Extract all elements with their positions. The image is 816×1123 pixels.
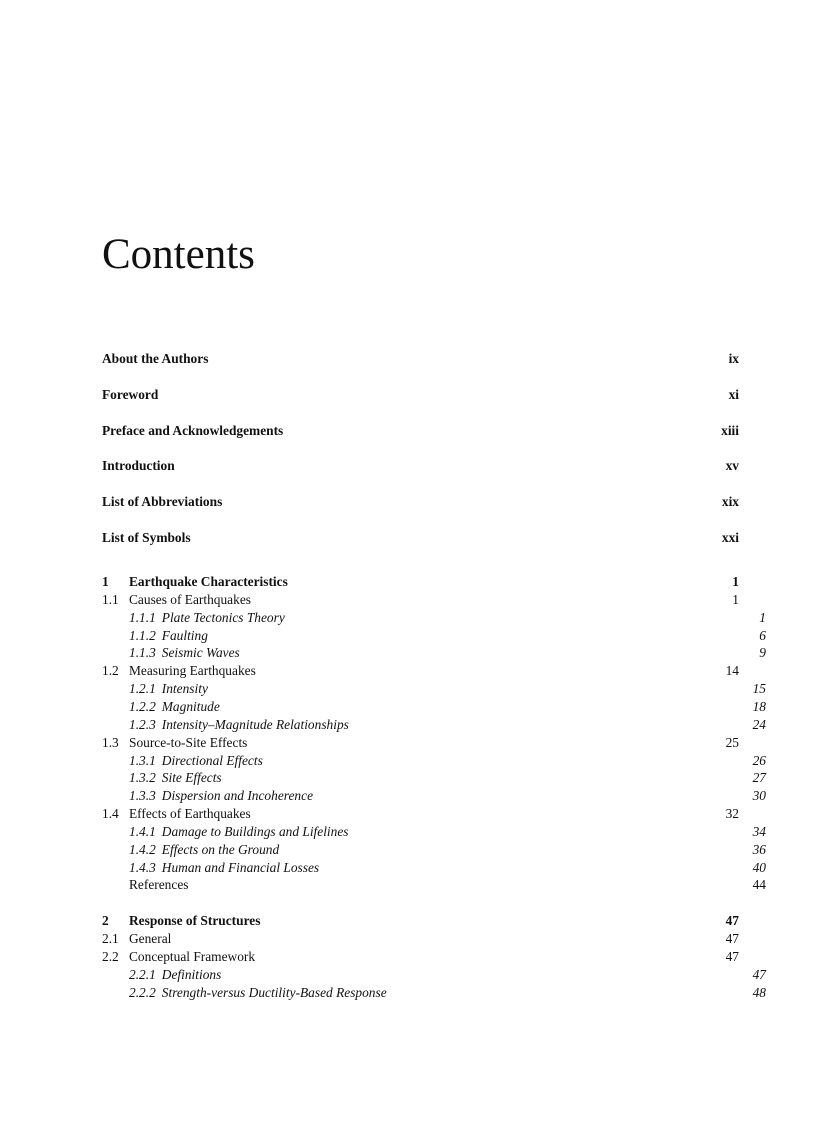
section-number: 1.4 — [102, 806, 119, 822]
toc-entry-page: 47 — [752, 966, 766, 982]
section-number: 1.4.3 — [129, 859, 156, 875]
chapter-title: Response of Structures — [129, 913, 261, 929]
toc-entry-subsection[interactable] — [102, 823, 766, 841]
toc-entry-label: List of Symbols — [102, 530, 191, 545]
section-title: Plate Tectonics Theory — [161, 609, 285, 625]
toc-entry-front-matter[interactable] — [102, 457, 739, 475]
toc-entry-subsection[interactable] — [102, 752, 766, 770]
toc-entry-subsection[interactable] — [102, 609, 766, 627]
toc-entry-front-matter[interactable] — [102, 350, 739, 368]
section-title: Magnitude — [161, 698, 220, 714]
section-title: Effects on the Ground — [161, 841, 280, 857]
toc-entry-page: 36 — [752, 841, 766, 857]
toc-entry-subsection[interactable] — [102, 698, 766, 716]
toc-entry-subsection[interactable] — [102, 627, 766, 645]
toc-entry-page: 30 — [752, 788, 766, 804]
toc-entry-page: 1 — [732, 574, 739, 589]
toc-entry-front-matter[interactable] — [102, 422, 739, 440]
toc-entry-page: xi — [728, 386, 739, 402]
toc-entry-page: 1 — [732, 591, 739, 607]
toc-entry-page: 18 — [752, 698, 766, 714]
toc-entry-page: 47 — [725, 913, 739, 929]
section-title: Effects of Earthquakes — [129, 806, 251, 822]
toc-entry-chapter[interactable] — [102, 573, 739, 591]
section-title: Seismic Waves — [161, 645, 240, 661]
toc-entry-page: ix — [728, 351, 739, 366]
section-title: Human and Financial Losses — [161, 859, 320, 875]
toc-entry-page: 14 — [725, 663, 739, 679]
section-title: Conceptual Framework — [129, 949, 256, 964]
toc-entry-subsection[interactable] — [102, 966, 766, 984]
section-number: 1.1.1 — [129, 609, 156, 625]
section-number: 1.1 — [102, 591, 119, 607]
toc-entry-page: 34 — [752, 823, 766, 839]
section-title: Dispersion and Incoherence — [161, 788, 314, 804]
section-title: References — [129, 877, 189, 893]
section-title: Intensity — [161, 681, 208, 697]
toc-entry-subsection[interactable] — [102, 787, 766, 805]
toc-entry-page: xv — [725, 458, 739, 474]
section-title: Site Effects — [161, 770, 222, 786]
section-number: 1.2.3 — [129, 716, 156, 732]
toc-entry-section[interactable] — [102, 591, 739, 609]
section-number: 1.4.1 — [129, 823, 156, 839]
chapter-title: Earthquake Characteristics — [129, 574, 288, 589]
toc-entry-label: Preface and Acknowledgements — [102, 422, 284, 438]
section-number: 2.2.1 — [129, 966, 156, 982]
toc-entry-page: 1 — [759, 609, 766, 625]
toc-entry-page: 24 — [752, 716, 766, 732]
toc-entry-label: List of Abbreviations — [102, 494, 223, 510]
toc-entry-page: xix — [721, 494, 739, 510]
section-number: 1.3.2 — [129, 770, 156, 786]
section-number: 1.2.1 — [129, 681, 156, 697]
section-number: 2.1 — [102, 931, 119, 947]
section-title: Causes of Earthquakes — [129, 591, 251, 607]
toc-entry-page: 44 — [752, 877, 766, 893]
section-title: Strength-versus Ductility-Based Response — [161, 984, 387, 1000]
toc-entry-section[interactable] — [102, 805, 739, 823]
section-number: 2.2 — [102, 949, 119, 964]
toc-entry-subsection[interactable] — [102, 841, 766, 859]
toc-entry-subsection[interactable] — [102, 716, 766, 734]
toc-entry-page: 26 — [752, 752, 766, 768]
toc-entry-section[interactable] — [102, 734, 739, 752]
toc-entry-page: 25 — [725, 734, 739, 750]
toc-entry-section[interactable] — [102, 930, 739, 948]
toc-entry-page: 40 — [752, 859, 766, 875]
toc-entry-page: xiii — [721, 422, 739, 438]
section-number: 1.2.2 — [129, 698, 156, 714]
section-number: 1.4.2 — [129, 841, 156, 857]
toc-entry-chapter[interactable] — [102, 912, 739, 930]
toc-entry-page: 15 — [752, 681, 766, 697]
section-number: 2.2.2 — [129, 984, 156, 1000]
toc-entry-subsection[interactable] — [102, 680, 766, 698]
section-number: 1.3.1 — [129, 752, 156, 768]
section-number: 1.3.3 — [129, 788, 156, 804]
toc-entry-subsection[interactable] — [102, 644, 766, 662]
section-title: Directional Effects — [161, 752, 263, 768]
toc-entry-page: 48 — [752, 984, 766, 1000]
chapter-number: 1 — [102, 574, 109, 589]
section-title: Measuring Earthquakes — [129, 663, 256, 679]
toc-entry-subsection[interactable] — [102, 984, 766, 1002]
toc-entry-front-matter[interactable] — [102, 493, 739, 511]
toc-entry-page: xxi — [721, 530, 739, 545]
toc-entry-page: 47 — [725, 949, 739, 964]
toc-entry-references[interactable] — [102, 876, 766, 894]
section-title: Intensity–Magnitude Relationships — [161, 716, 349, 732]
section-number: 1.2 — [102, 663, 119, 679]
chapter-number: 2 — [102, 913, 109, 929]
toc-entry-front-matter[interactable] — [102, 386, 739, 404]
section-number: 1.1.3 — [129, 645, 156, 661]
toc-entry-label: Introduction — [102, 458, 175, 474]
toc-entry-page: 6 — [759, 627, 766, 643]
toc-entry-subsection[interactable] — [102, 769, 766, 787]
toc-entry-label: About the Authors — [102, 351, 209, 366]
page-title: Contents — [102, 231, 255, 278]
section-title: General — [129, 931, 172, 947]
toc-entry-section[interactable] — [102, 948, 739, 966]
toc-entry-page: 27 — [752, 770, 766, 786]
toc-entry-section[interactable] — [102, 662, 739, 680]
section-title: Faulting — [161, 627, 208, 643]
toc-entry-page: 32 — [725, 806, 739, 822]
toc-entry-page: 47 — [725, 931, 739, 947]
section-number: 1.3 — [102, 734, 119, 750]
section-title: Definitions — [161, 966, 222, 982]
toc-entry-page: 9 — [759, 645, 766, 661]
toc-entry-subsection[interactable] — [102, 859, 766, 877]
section-title: Source-to-Site Effects — [129, 734, 248, 750]
toc-entry-label: Foreword — [102, 386, 159, 402]
section-title: Damage to Buildings and Lifelines — [161, 823, 349, 839]
section-number: 1.1.2 — [129, 627, 156, 643]
toc-entry-front-matter[interactable] — [102, 529, 739, 547]
